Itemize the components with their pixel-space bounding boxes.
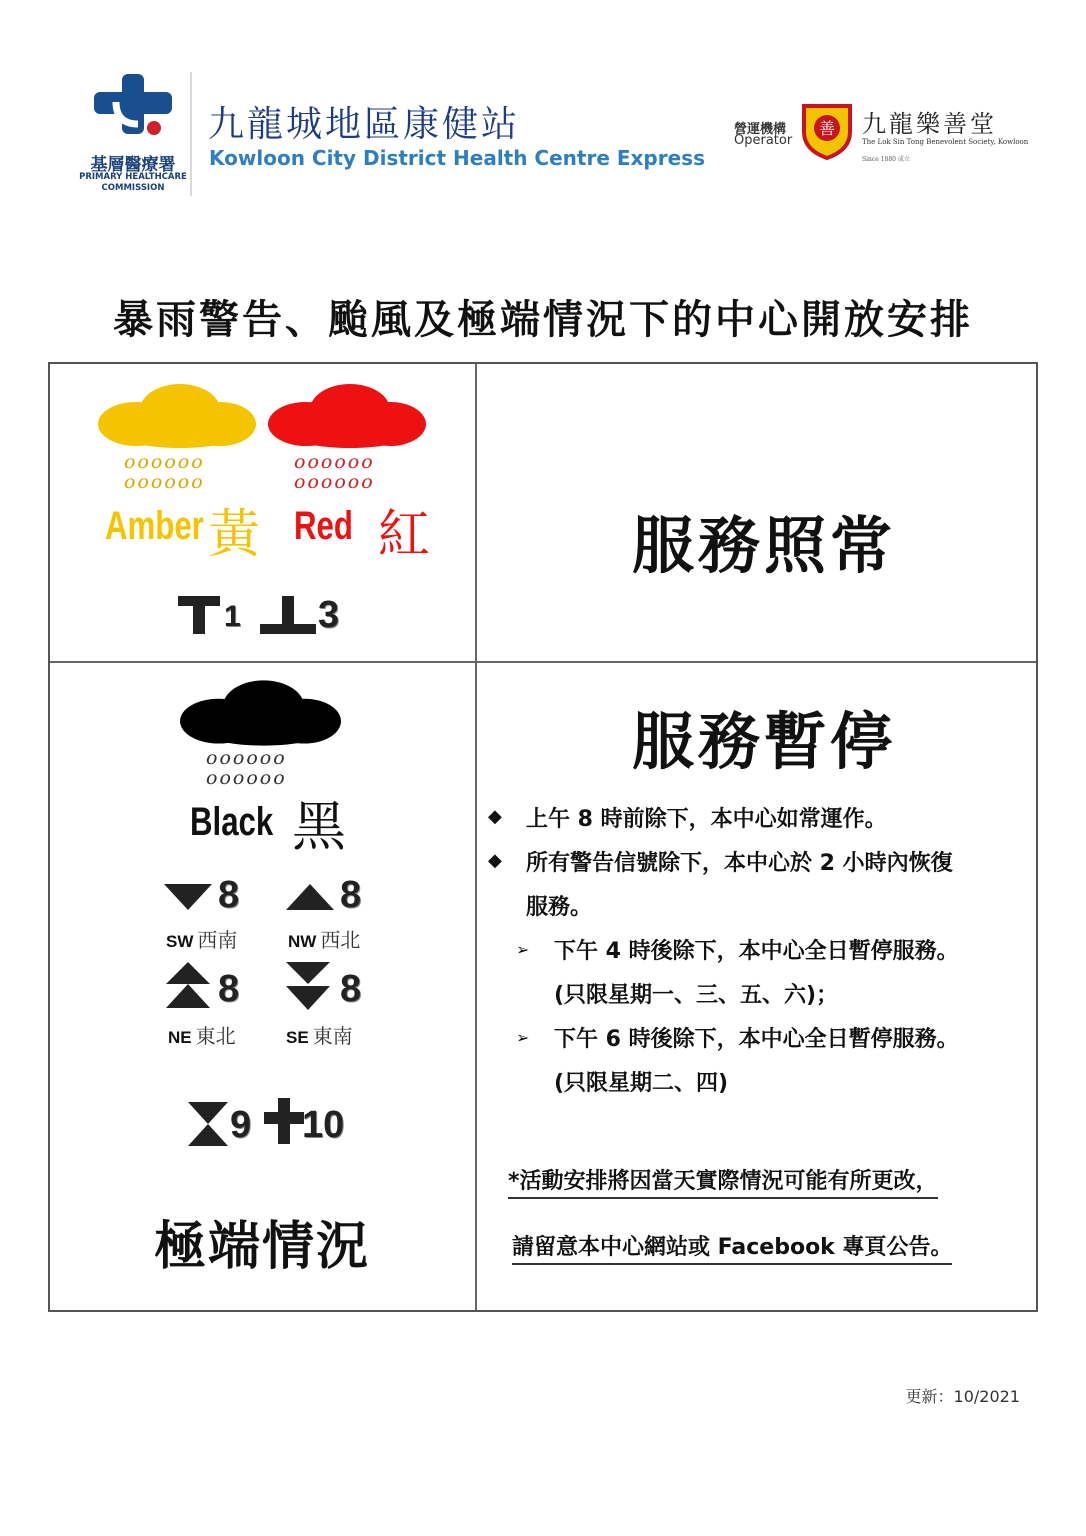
signal-8-nw-icon: [286, 882, 334, 912]
signal-8-sw-number: 8: [218, 874, 240, 916]
signal-8-nw-code: NW: [288, 932, 317, 951]
phc-logo-zh: 基層醫療署: [90, 155, 176, 175]
signal-3-number: 3: [318, 594, 340, 636]
updated-date: 更新：10/2021: [905, 1387, 1020, 1406]
operator-label-en: Operator: [734, 133, 793, 148]
amber-cloud-icon: [96, 382, 258, 452]
amber-label-zh: 黃: [208, 505, 261, 565]
signal-8-nw-number: 8: [340, 874, 362, 916]
table-column-divider: [475, 364, 477, 1310]
note-line-1: *活動安排將因當天實際情況可能有所更改，: [508, 1164, 938, 1199]
signal-8-ne-label: [168, 1020, 236, 1049]
signal-9-hourglass-icon: [188, 1102, 228, 1146]
page-title: 暴雨警告、颱風及極端情況下的中心開放安排: [113, 297, 973, 343]
red-raindrops-icon: oooooo oooooo: [294, 451, 375, 493]
header-divider: [190, 72, 192, 196]
sub-bullet-4pm: 下午 4 時後除下，本中心全日暫停服務。: [554, 939, 959, 964]
amber-label-en: Amber: [105, 504, 204, 548]
signal-8-ne-icon: [166, 962, 210, 1012]
signal-8-se-zh: 東南: [312, 1024, 353, 1048]
bullet-all-lowered: 所有警告信號除下，本中心於 2 小時內恢復: [526, 851, 953, 876]
red-label-en: Red: [294, 504, 353, 548]
operator-name-zh: 九龍樂善堂: [862, 110, 997, 138]
lok-sin-tong-badge-icon: [798, 100, 856, 160]
bullet-all-lowered-cont: 服務。: [526, 895, 593, 920]
signal-8-se-label: [286, 1020, 353, 1049]
signal-1-number: 1: [224, 600, 241, 633]
signal-8-se-number: 8: [340, 968, 362, 1010]
black-label-zh: 黑: [292, 795, 346, 858]
arrow-bullet-icon: ➢: [516, 1028, 530, 1047]
signal-8-ne-number: 8: [218, 968, 240, 1010]
phc-logo-en-line1: PRIMARY HEALTHCARE: [79, 172, 187, 182]
phc-logo-en: [78, 172, 188, 194]
status-normal: 服務照常: [632, 509, 897, 582]
black-cloud-icon: [178, 678, 343, 750]
signal-8-nw-zh: 西北: [320, 928, 361, 952]
signal-8-ne-zh: 東北: [195, 1024, 236, 1048]
operator-label-zh: 營運機構: [734, 122, 787, 137]
phc-logo: [78, 68, 188, 198]
black-raindrops-icon: oooooo oooooo: [206, 747, 287, 789]
centre-name-en: Kowloon City District Health Centre Express: [209, 146, 705, 170]
arrow-bullet-icon: ➢: [516, 940, 530, 959]
signal-9-number: 9: [230, 1104, 252, 1146]
black-label-en: Black: [190, 800, 274, 844]
bullet-morning: 上午 8 時前除下，本中心如常運作。: [526, 807, 887, 832]
signal-8-ne-code: NE: [168, 1028, 192, 1047]
sub-bullet-6pm-days: (只限星期二、四): [554, 1071, 729, 1096]
sub-bullet-4pm-days: (只限星期一、三、五、六)；: [554, 983, 839, 1008]
signal-8-sw-icon: [164, 882, 212, 912]
extreme-conditions-label: 極端情況: [154, 1217, 371, 1277]
signal-8-nw-label: [288, 924, 360, 953]
operator-name-en: The Lok Sin Tong Benevolent Society, Kowloon: [862, 138, 1029, 146]
signal-8-se-code: SE: [286, 1028, 309, 1047]
phc-cross-logo-icon: [88, 72, 178, 144]
status-suspended: 服務暫停: [632, 705, 897, 778]
red-cloud-icon: [266, 382, 428, 452]
amber-raindrops-icon: oooooo oooooo: [124, 451, 205, 493]
note-line-2: 請留意本中心網站或 Facebook 專頁公告。: [512, 1230, 952, 1265]
arrangement-table: [48, 362, 1038, 1312]
operator-since: Since 1880 成立: [862, 156, 910, 163]
table-row-divider: [50, 661, 1036, 663]
signal-8-sw-label: [166, 924, 237, 953]
signal-8-se-icon: [286, 962, 330, 1012]
red-label-zh: 紅: [378, 505, 431, 565]
signal-10-number: 10: [302, 1104, 345, 1146]
diamond-bullet-icon: ◆: [488, 806, 502, 827]
signal-10-cross-icon: [264, 1098, 304, 1144]
phc-logo-en-line2: COMMISSION: [101, 183, 165, 193]
signal-3-inverted-t-icon: [260, 596, 316, 636]
diamond-bullet-icon: ◆: [488, 850, 502, 871]
signal-8-sw-zh: 西南: [197, 928, 238, 952]
header: [78, 68, 1038, 208]
signal-8-sw-code: SW: [166, 932, 194, 951]
badge-glyph: 善: [818, 119, 836, 138]
centre-name-zh: 九龍城地區康健站: [208, 104, 521, 145]
sub-bullet-6pm: 下午 6 時後除下，本中心全日暫停服務。: [554, 1027, 959, 1052]
signal-1-t-icon: [178, 596, 220, 636]
